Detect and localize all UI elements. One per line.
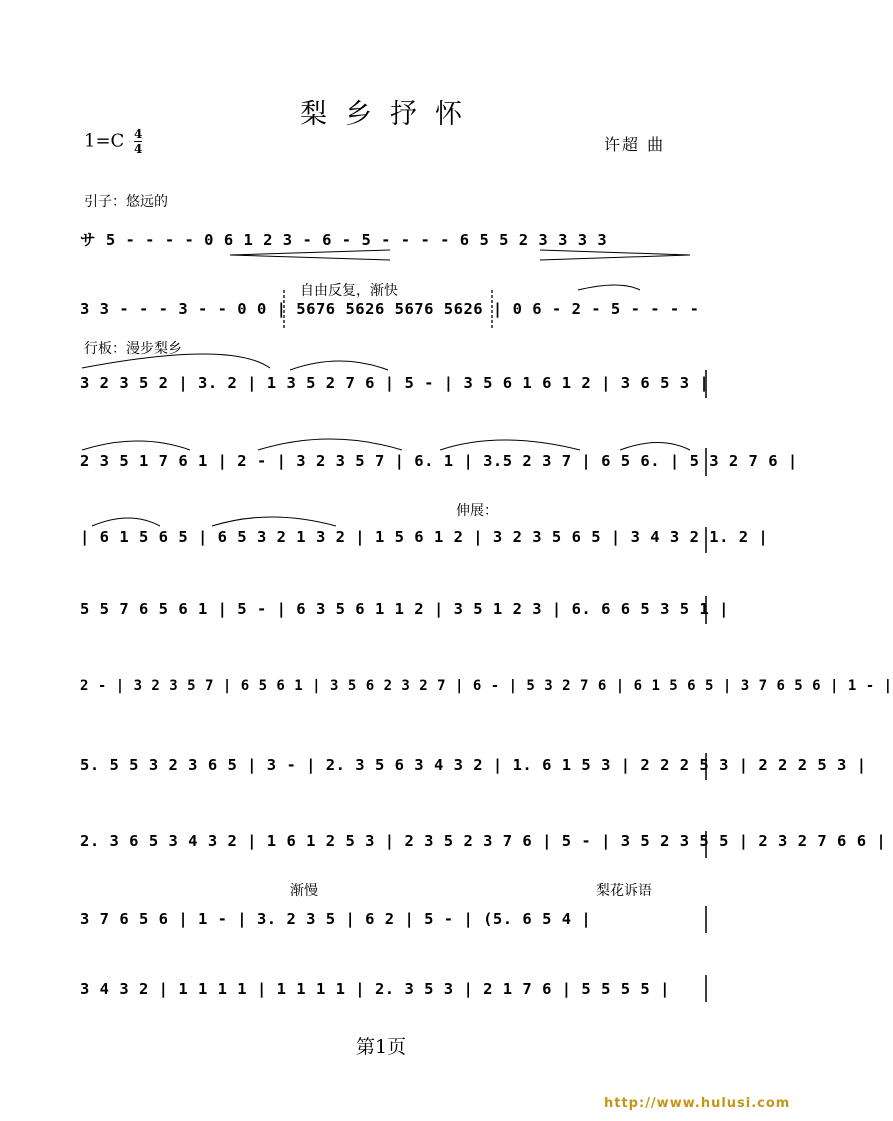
notation-line-1: サ 5 - - - - 0 6 1 2 3 - 6 - 5 - - - - 6 5 5 2 3 3 3 3: [80, 231, 608, 249]
notation-line-8: 5. 5 5 3 2 3 6 5 | 3 - | 2. 3 5 6 3 4 3 2 | 1. 6 1 5 3 | 2 2 2 5 3 | 2 2 2 5 3 |: [80, 756, 867, 774]
stretch-label: 伸展：: [456, 503, 498, 519]
slur: [290, 361, 388, 370]
notation-line-2: 3 3 - - - 3 - - 0 0 | 5676 5626 5676 5626 | 0 6 - 2 - 5 - - - -: [80, 300, 700, 318]
notation-line-4: 2 3 5 1 7 6 1 | 2 - | 3 2 3 5 7 | 6. 1 | 3.5 2 3 7 | 6 5 6. | 5 3 2 7 6 |: [80, 452, 798, 470]
slur: [258, 439, 402, 450]
notation-line-9: 2. 3 6 5 3 4 3 2 | 1 6 1 2 5 3 | 2 3 5 2 3 7 6 | 5 - | 3 5 2 3 5 5 | 2 3 2 7 6 6 |: [80, 832, 887, 850]
intro-label: 引子：悠远的: [84, 194, 168, 210]
slur: [212, 517, 336, 526]
song-title: 梨乡抒怀: [300, 99, 480, 130]
watermark-url: http://www.hulusi.com: [604, 1096, 791, 1111]
notation-line-11: 3 4 3 2 | 1 1 1 1 | 1 1 1 1 | 2. 3 5 3 | 2 1 7 6 | 5 5 5 5 |: [80, 980, 670, 998]
free-repeat-label: 自由反复，渐快: [300, 283, 398, 299]
notation-line-5: | 6 1 5 6 5 | 6 5 3 2 1 3 2 | 1 5 6 1 2 | 3 2 3 5 6 5 | 3 4 3 2 1. 2 |: [80, 528, 769, 546]
key-label: 1=C: [84, 130, 125, 152]
hairpin-line: [540, 255, 690, 260]
key-signature: [84, 128, 142, 155]
slur: [440, 440, 580, 450]
slur: [578, 285, 640, 290]
composer: 许超 曲: [604, 135, 666, 154]
pear-blossom-label: 梨花诉语: [596, 883, 652, 899]
hairpin-line: [230, 255, 390, 260]
notation-line-6: 5 5 7 6 5 6 1 | 5 - | 6 3 5 6 1 1 2 | 3 5 1 2 3 | 6. 6 6 5 3 5 1 |: [80, 600, 729, 618]
slur: [92, 518, 160, 526]
time-signature: [134, 128, 142, 155]
slur: [82, 441, 190, 450]
slowing-label: 渐慢: [290, 883, 318, 899]
notation-line-10: 3 7 6 5 6 | 1 - | 3. 2 3 5 | 6 2 | 5 - | (5. 6 5 4 |: [80, 910, 592, 928]
slur: [620, 443, 690, 451]
time-sig-numerator: 4: [134, 127, 143, 141]
time-sig-denominator: 4: [134, 142, 143, 156]
notation-line-3: 3 2 3 5 2 | 3. 2 | 1 3 5 2 7 6 | 5 - | 3 5 6 1 6 1 2 | 3 6 5 3 |: [80, 374, 710, 392]
tempo-label: 行板：漫步梨乡: [84, 341, 182, 357]
page-number: 第1页: [356, 1036, 407, 1058]
notation-line-7: 2 - | 3 2 3 5 7 | 6 5 6 1 | 3 5 6 2 3 2 7 | 6 - | 5 3 2 7 6 | 6 1 5 6 5 | 3 7 6 5 6 | 1 - |: [80, 678, 893, 694]
